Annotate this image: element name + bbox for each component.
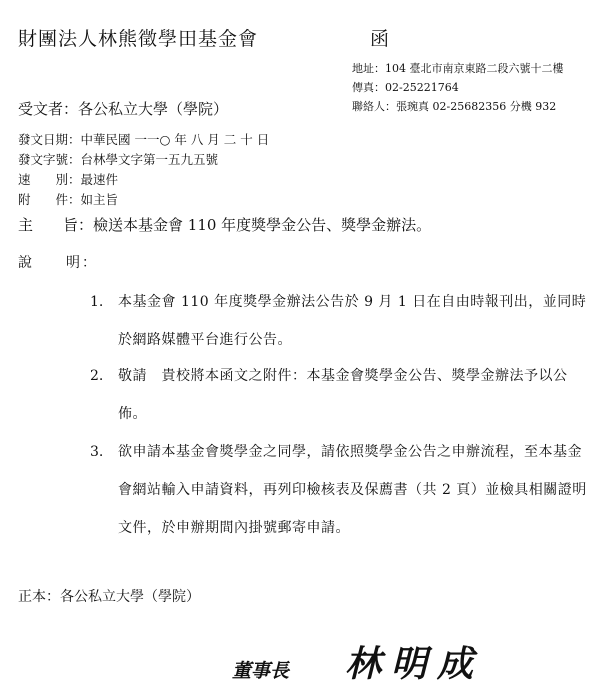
contact-person: 聯絡人：張琬真 02-25682356 分機 932 <box>352 100 557 113</box>
address: 地址：104 臺北市南京東路二段六號十二樓 <box>352 62 564 75</box>
item-text: 欲申請本基金會獎學金之同學，請依照獎學金公告之申辦流程，至本基金會網站輸入申請資料，再列印檢核表及保薦書（共 2 頁）並檢具相關證明文件，於申辦期間內掛號郵寄申請。 <box>118 444 587 536</box>
issue-date: 發文日期：中華民國 一一○ 年 八 月 二 十 日 <box>18 132 270 147</box>
item-number: 3. <box>90 444 104 460</box>
explanation-label: 說 明： <box>18 255 98 271</box>
organization-name: 財團法人林熊徵學田基金會 <box>18 28 259 50</box>
attachment: 附 件：如主旨 <box>18 192 119 207</box>
item-text: 敬請 貴校將本函文之附件：本基金會獎學金公告、獎學金辦法予以公佈。 <box>118 368 568 422</box>
document-kind: 函 <box>370 28 390 50</box>
recipient: 受文者：各公私立大學（學院） <box>18 100 229 118</box>
document-number: 發文字號：台林學文字第一五九五號 <box>18 152 219 167</box>
explanation-item <box>90 357 590 433</box>
fax: 傳真：02-25221764 <box>352 81 459 94</box>
original-copy-recipient: 正本：各公私立大學（學院） <box>18 589 200 605</box>
delivery-speed: 速 別：最速件 <box>18 172 119 187</box>
item-number: 1. <box>90 294 104 310</box>
signature-title: 董事長 <box>232 660 290 682</box>
item-number: 2. <box>90 368 104 384</box>
explanation-item <box>90 283 590 359</box>
handwritten-signature: 林明成 <box>345 643 484 685</box>
item-text: 本基金會 110 年度獎學金辦法公告於 9 月 1 日在自由時報刊出，並同時於網路媒體平台進行公告。 <box>118 294 587 348</box>
explanation-item <box>90 433 590 547</box>
subject: 主 旨：檢送本基金會 110 年度獎學金公告、獎學金辦法。 <box>18 216 432 234</box>
